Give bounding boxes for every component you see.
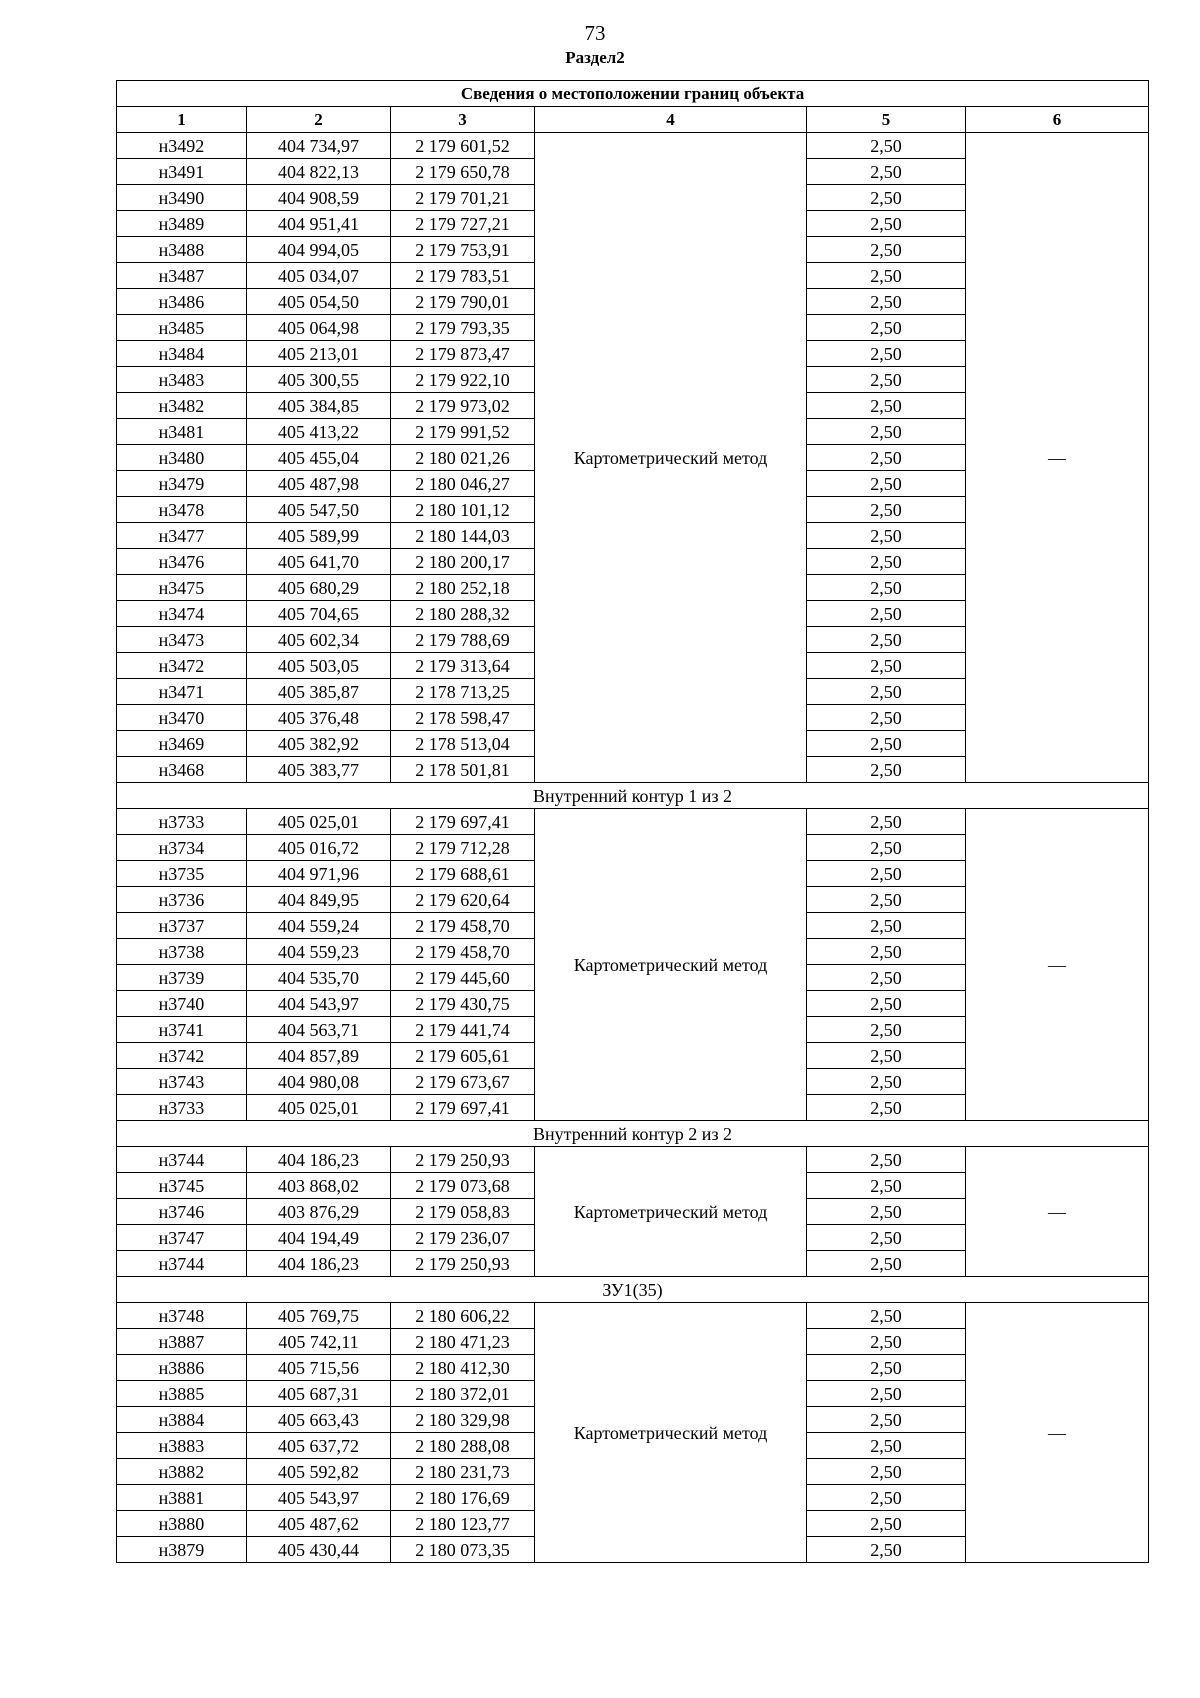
table-row — [117, 1303, 1149, 1329]
accuracy-cell: 2,50 — [807, 1225, 966, 1251]
y-coordinate-cell: 2 179 250,93 — [391, 1251, 535, 1277]
x-coordinate-cell: 405 715,56 — [247, 1355, 391, 1381]
x-coordinate-cell: 405 547,50 — [247, 497, 391, 523]
x-coordinate-cell: 404 980,08 — [247, 1069, 391, 1095]
x-coordinate-cell: 404 734,97 — [247, 133, 391, 159]
y-coordinate-cell: 2 179 073,68 — [391, 1173, 535, 1199]
accuracy-cell: 2,50 — [807, 965, 966, 991]
column-header-1: 1 — [117, 107, 247, 133]
point-name-cell: н3880 — [117, 1511, 247, 1537]
point-name-cell: н3473 — [117, 627, 247, 653]
accuracy-cell: 2,50 — [807, 445, 966, 471]
point-name-cell: н3734 — [117, 835, 247, 861]
x-coordinate-cell: 404 559,24 — [247, 913, 391, 939]
x-coordinate-cell: 405 384,85 — [247, 393, 391, 419]
accuracy-cell: 2,50 — [807, 133, 966, 159]
x-coordinate-cell: 404 857,89 — [247, 1043, 391, 1069]
x-coordinate-cell: 405 383,77 — [247, 757, 391, 783]
y-coordinate-cell: 2 179 605,61 — [391, 1043, 535, 1069]
y-coordinate-cell: 2 179 790,01 — [391, 289, 535, 315]
accuracy-cell: 2,50 — [807, 627, 966, 653]
accuracy-cell: 2,50 — [807, 419, 966, 445]
point-name-cell: н3744 — [117, 1147, 247, 1173]
y-coordinate-cell: 2 179 250,93 — [391, 1147, 535, 1173]
x-coordinate-cell: 405 054,50 — [247, 289, 391, 315]
y-coordinate-cell: 2 179 793,35 — [391, 315, 535, 341]
accuracy-cell: 2,50 — [807, 315, 966, 341]
x-coordinate-cell: 404 186,23 — [247, 1251, 391, 1277]
accuracy-cell: 2,50 — [807, 159, 966, 185]
x-coordinate-cell: 405 487,62 — [247, 1511, 391, 1537]
contour-title: Внутренний контур 2 из 2 — [117, 1121, 1149, 1147]
y-coordinate-cell: 2 180 329,98 — [391, 1407, 535, 1433]
y-coordinate-cell: 2 179 458,70 — [391, 939, 535, 965]
x-coordinate-cell: 405 637,72 — [247, 1433, 391, 1459]
x-coordinate-cell: 405 602,34 — [247, 627, 391, 653]
x-coordinate-cell: 405 213,01 — [247, 341, 391, 367]
point-name-cell: н3476 — [117, 549, 247, 575]
y-coordinate-cell: 2 180 101,12 — [391, 497, 535, 523]
x-coordinate-cell: 405 034,07 — [247, 263, 391, 289]
accuracy-cell: 2,50 — [807, 1407, 966, 1433]
y-coordinate-cell: 2 180 021,26 — [391, 445, 535, 471]
accuracy-cell: 2,50 — [807, 731, 966, 757]
y-coordinate-cell: 2 179 973,02 — [391, 393, 535, 419]
column-header-2: 2 — [247, 107, 391, 133]
point-name-cell: н3472 — [117, 653, 247, 679]
y-coordinate-cell: 2 179 701,21 — [391, 185, 535, 211]
y-coordinate-cell: 2 180 144,03 — [391, 523, 535, 549]
point-name-cell: н3735 — [117, 861, 247, 887]
x-coordinate-cell: 405 592,82 — [247, 1459, 391, 1485]
boundary-coordinates-table — [116, 80, 1149, 1563]
accuracy-cell: 2,50 — [807, 1381, 966, 1407]
y-coordinate-cell: 2 179 620,64 — [391, 887, 535, 913]
x-coordinate-cell: 404 908,59 — [247, 185, 391, 211]
column-header-row — [117, 107, 1149, 133]
y-coordinate-cell: 2 180 471,23 — [391, 1329, 535, 1355]
accuracy-cell: 2,50 — [807, 1537, 966, 1563]
accuracy-cell: 2,50 — [807, 861, 966, 887]
table-row — [117, 133, 1149, 159]
accuracy-cell: 2,50 — [807, 601, 966, 627]
point-name-cell: н3468 — [117, 757, 247, 783]
table-caption: Сведения о местоположении границ объекта — [117, 81, 1149, 107]
y-coordinate-cell: 2 179 673,67 — [391, 1069, 535, 1095]
point-name-cell: н3745 — [117, 1173, 247, 1199]
y-coordinate-cell: 2 179 727,21 — [391, 211, 535, 237]
y-coordinate-cell: 2 179 236,07 — [391, 1225, 535, 1251]
section-title: Раздел2 — [565, 48, 625, 67]
column-header-6: 6 — [966, 107, 1149, 133]
accuracy-cell: 2,50 — [807, 1251, 966, 1277]
accuracy-cell: 2,50 — [807, 1355, 966, 1381]
y-coordinate-cell: 2 179 788,69 — [391, 627, 535, 653]
point-name-cell: н3482 — [117, 393, 247, 419]
point-name-cell: н3879 — [117, 1537, 247, 1563]
accuracy-cell: 2,50 — [807, 1433, 966, 1459]
accuracy-cell: 2,50 — [807, 1043, 966, 1069]
x-coordinate-cell: 405 641,70 — [247, 549, 391, 575]
y-coordinate-cell: 2 180 412,30 — [391, 1355, 535, 1381]
y-coordinate-cell: 2 179 430,75 — [391, 991, 535, 1017]
x-coordinate-cell: 404 951,41 — [247, 211, 391, 237]
point-name-cell: н3469 — [117, 731, 247, 757]
y-coordinate-cell: 2 179 441,74 — [391, 1017, 535, 1043]
x-coordinate-cell: 405 455,04 — [247, 445, 391, 471]
column-header-4: 4 — [535, 107, 807, 133]
point-name-cell: н3747 — [117, 1225, 247, 1251]
accuracy-cell: 2,50 — [807, 1459, 966, 1485]
method-cell: Картометрический метод — [535, 1147, 807, 1277]
point-name-cell: н3883 — [117, 1433, 247, 1459]
y-coordinate-cell: 2 180 288,08 — [391, 1433, 535, 1459]
accuracy-cell: 2,50 — [807, 705, 966, 731]
dash-cell: — — [966, 133, 1149, 783]
accuracy-cell: 2,50 — [807, 809, 966, 835]
x-coordinate-cell: 405 704,65 — [247, 601, 391, 627]
x-coordinate-cell: 405 025,01 — [247, 809, 391, 835]
point-name-cell: н3884 — [117, 1407, 247, 1433]
y-coordinate-cell: 2 180 372,01 — [391, 1381, 535, 1407]
accuracy-cell: 2,50 — [807, 1511, 966, 1537]
column-header-5: 5 — [807, 107, 966, 133]
x-coordinate-cell: 404 194,49 — [247, 1225, 391, 1251]
x-coordinate-cell: 405 503,05 — [247, 653, 391, 679]
accuracy-cell: 2,50 — [807, 289, 966, 315]
point-name-cell: н3738 — [117, 939, 247, 965]
x-coordinate-cell: 404 535,70 — [247, 965, 391, 991]
x-coordinate-cell: 405 680,29 — [247, 575, 391, 601]
x-coordinate-cell: 405 385,87 — [247, 679, 391, 705]
accuracy-cell: 2,50 — [807, 1173, 966, 1199]
y-coordinate-cell: 2 179 991,52 — [391, 419, 535, 445]
point-name-cell: н3492 — [117, 133, 247, 159]
point-name-cell: н3733 — [117, 809, 247, 835]
point-name-cell: н3486 — [117, 289, 247, 315]
caption-row — [117, 81, 1149, 107]
x-coordinate-cell: 405 025,01 — [247, 1095, 391, 1121]
table-row — [117, 1147, 1149, 1173]
y-coordinate-cell: 2 180 200,17 — [391, 549, 535, 575]
y-coordinate-cell: 2 179 688,61 — [391, 861, 535, 887]
x-coordinate-cell: 405 769,75 — [247, 1303, 391, 1329]
x-coordinate-cell: 404 186,23 — [247, 1147, 391, 1173]
x-coordinate-cell: 405 016,72 — [247, 835, 391, 861]
accuracy-cell: 2,50 — [807, 1329, 966, 1355]
accuracy-cell: 2,50 — [807, 575, 966, 601]
contour-title: ЗУ1(35) — [117, 1277, 1149, 1303]
x-coordinate-cell: 405 430,44 — [247, 1537, 391, 1563]
accuracy-cell: 2,50 — [807, 367, 966, 393]
accuracy-cell: 2,50 — [807, 341, 966, 367]
point-name-cell: н3471 — [117, 679, 247, 705]
point-name-cell: н3490 — [117, 185, 247, 211]
accuracy-cell: 2,50 — [807, 679, 966, 705]
point-name-cell: н3882 — [117, 1459, 247, 1485]
y-coordinate-cell: 2 179 445,60 — [391, 965, 535, 991]
y-coordinate-cell: 2 180 606,22 — [391, 1303, 535, 1329]
y-coordinate-cell: 2 180 288,32 — [391, 601, 535, 627]
y-coordinate-cell: 2 178 713,25 — [391, 679, 535, 705]
point-name-cell: н3479 — [117, 471, 247, 497]
point-name-cell: н3746 — [117, 1199, 247, 1225]
x-coordinate-cell: 405 376,48 — [247, 705, 391, 731]
x-coordinate-cell: 404 559,23 — [247, 939, 391, 965]
page-number: 73 — [584, 21, 606, 45]
x-coordinate-cell: 405 543,97 — [247, 1485, 391, 1511]
accuracy-cell: 2,50 — [807, 835, 966, 861]
dash-cell: — — [966, 1303, 1149, 1563]
accuracy-cell: 2,50 — [807, 991, 966, 1017]
x-coordinate-cell: 405 663,43 — [247, 1407, 391, 1433]
accuracy-cell: 2,50 — [807, 471, 966, 497]
table-row — [117, 809, 1149, 835]
point-name-cell: н3474 — [117, 601, 247, 627]
point-name-cell: н3736 — [117, 887, 247, 913]
point-name-cell: н3742 — [117, 1043, 247, 1069]
point-name-cell: н3491 — [117, 159, 247, 185]
point-name-cell: н3881 — [117, 1485, 247, 1511]
point-name-cell: н3475 — [117, 575, 247, 601]
table-body — [117, 133, 1149, 1563]
y-coordinate-cell: 2 179 058,83 — [391, 1199, 535, 1225]
column-header-3: 3 — [391, 107, 535, 133]
x-coordinate-cell: 404 994,05 — [247, 237, 391, 263]
x-coordinate-cell: 404 971,96 — [247, 861, 391, 887]
y-coordinate-cell: 2 179 601,52 — [391, 133, 535, 159]
accuracy-cell: 2,50 — [807, 393, 966, 419]
point-name-cell: н3470 — [117, 705, 247, 731]
y-coordinate-cell: 2 179 712,28 — [391, 835, 535, 861]
accuracy-cell: 2,50 — [807, 549, 966, 575]
accuracy-cell: 2,50 — [807, 939, 966, 965]
point-name-cell: н3484 — [117, 341, 247, 367]
y-coordinate-cell: 2 180 252,18 — [391, 575, 535, 601]
y-coordinate-cell: 2 180 231,73 — [391, 1459, 535, 1485]
x-coordinate-cell: 404 563,71 — [247, 1017, 391, 1043]
x-coordinate-cell: 405 382,92 — [247, 731, 391, 757]
accuracy-cell: 2,50 — [807, 1069, 966, 1095]
accuracy-cell: 2,50 — [807, 757, 966, 783]
point-name-cell: н3744 — [117, 1251, 247, 1277]
x-coordinate-cell: 403 868,02 — [247, 1173, 391, 1199]
point-name-cell: н3480 — [117, 445, 247, 471]
accuracy-cell: 2,50 — [807, 497, 966, 523]
point-name-cell: н3887 — [117, 1329, 247, 1355]
point-name-cell: н3740 — [117, 991, 247, 1017]
x-coordinate-cell: 405 487,98 — [247, 471, 391, 497]
accuracy-cell: 2,50 — [807, 913, 966, 939]
point-name-cell: н3733 — [117, 1095, 247, 1121]
group-title-row — [117, 1121, 1149, 1147]
y-coordinate-cell: 2 179 458,70 — [391, 913, 535, 939]
x-coordinate-cell: 405 742,11 — [247, 1329, 391, 1355]
y-coordinate-cell: 2 180 073,35 — [391, 1537, 535, 1563]
accuracy-cell: 2,50 — [807, 1147, 966, 1173]
x-coordinate-cell: 404 822,13 — [247, 159, 391, 185]
y-coordinate-cell: 2 178 513,04 — [391, 731, 535, 757]
dash-cell: — — [966, 809, 1149, 1121]
y-coordinate-cell: 2 179 697,41 — [391, 809, 535, 835]
accuracy-cell: 2,50 — [807, 1303, 966, 1329]
y-coordinate-cell: 2 179 313,64 — [391, 653, 535, 679]
x-coordinate-cell: 405 413,22 — [247, 419, 391, 445]
dash-cell: — — [966, 1147, 1149, 1277]
accuracy-cell: 2,50 — [807, 523, 966, 549]
group-title-row — [117, 783, 1149, 809]
point-name-cell: н3477 — [117, 523, 247, 549]
point-name-cell: н3487 — [117, 263, 247, 289]
x-coordinate-cell: 405 589,99 — [247, 523, 391, 549]
y-coordinate-cell: 2 178 598,47 — [391, 705, 535, 731]
point-name-cell: н3886 — [117, 1355, 247, 1381]
method-cell: Картометрический метод — [535, 809, 807, 1121]
x-coordinate-cell: 405 687,31 — [247, 1381, 391, 1407]
y-coordinate-cell: 2 180 046,27 — [391, 471, 535, 497]
point-name-cell: н3885 — [117, 1381, 247, 1407]
group-title-row — [117, 1277, 1149, 1303]
y-coordinate-cell: 2 179 753,91 — [391, 237, 535, 263]
point-name-cell: н3488 — [117, 237, 247, 263]
contour-title: Внутренний контур 1 из 2 — [117, 783, 1149, 809]
x-coordinate-cell: 403 876,29 — [247, 1199, 391, 1225]
point-name-cell: н3737 — [117, 913, 247, 939]
method-cell: Картометрический метод — [535, 1303, 807, 1563]
y-coordinate-cell: 2 179 922,10 — [391, 367, 535, 393]
accuracy-cell: 2,50 — [807, 1017, 966, 1043]
accuracy-cell: 2,50 — [807, 653, 966, 679]
point-name-cell: н3483 — [117, 367, 247, 393]
x-coordinate-cell: 405 064,98 — [247, 315, 391, 341]
x-coordinate-cell: 404 849,95 — [247, 887, 391, 913]
y-coordinate-cell: 2 179 650,78 — [391, 159, 535, 185]
accuracy-cell: 2,50 — [807, 1199, 966, 1225]
x-coordinate-cell: 404 543,97 — [247, 991, 391, 1017]
point-name-cell: н3748 — [117, 1303, 247, 1329]
accuracy-cell: 2,50 — [807, 1095, 966, 1121]
accuracy-cell: 2,50 — [807, 887, 966, 913]
point-name-cell: н3743 — [117, 1069, 247, 1095]
point-name-cell: н3485 — [117, 315, 247, 341]
y-coordinate-cell: 2 180 123,77 — [391, 1511, 535, 1537]
accuracy-cell: 2,50 — [807, 185, 966, 211]
accuracy-cell: 2,50 — [807, 263, 966, 289]
y-coordinate-cell: 2 180 176,69 — [391, 1485, 535, 1511]
y-coordinate-cell: 2 179 783,51 — [391, 263, 535, 289]
y-coordinate-cell: 2 178 501,81 — [391, 757, 535, 783]
accuracy-cell: 2,50 — [807, 211, 966, 237]
accuracy-cell: 2,50 — [807, 237, 966, 263]
point-name-cell: н3741 — [117, 1017, 247, 1043]
y-coordinate-cell: 2 179 697,41 — [391, 1095, 535, 1121]
point-name-cell: н3478 — [117, 497, 247, 523]
point-name-cell: н3739 — [117, 965, 247, 991]
point-name-cell: н3481 — [117, 419, 247, 445]
y-coordinate-cell: 2 179 873,47 — [391, 341, 535, 367]
x-coordinate-cell: 405 300,55 — [247, 367, 391, 393]
method-cell: Картометрический метод — [535, 133, 807, 783]
point-name-cell: н3489 — [117, 211, 247, 237]
accuracy-cell: 2,50 — [807, 1485, 966, 1511]
